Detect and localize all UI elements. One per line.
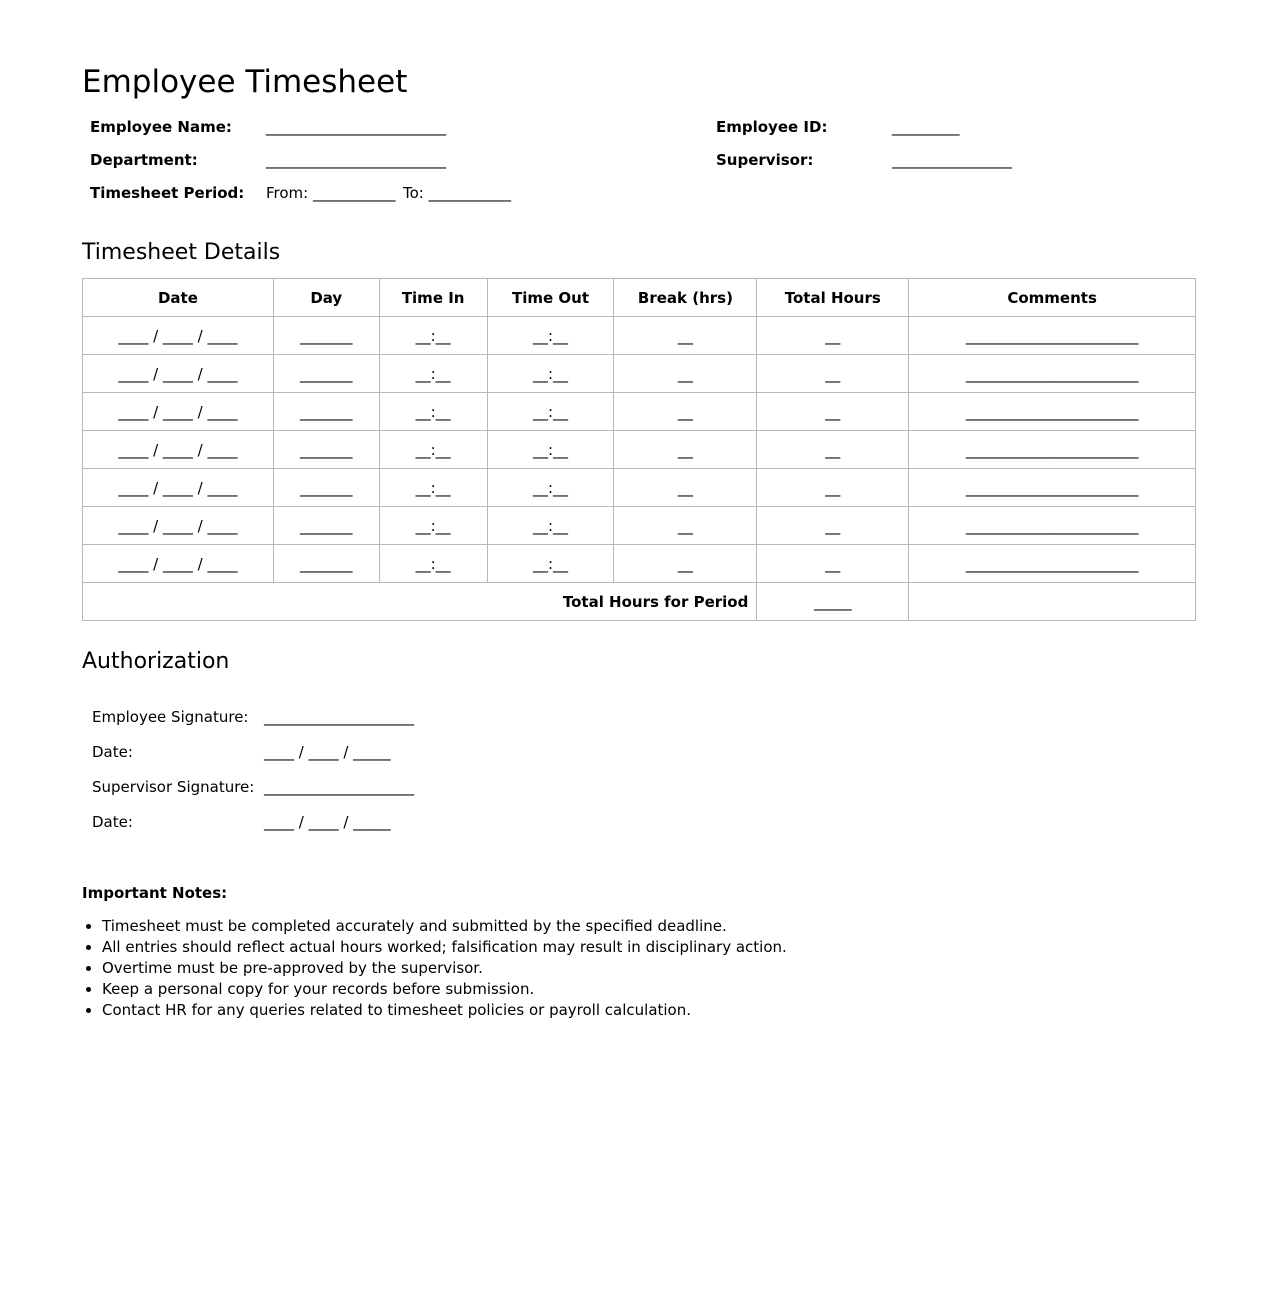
- info-row-department: [82, 151, 1196, 175]
- total-hours-cell[interactable]: __: [757, 507, 909, 545]
- important-notes-list: [82, 916, 787, 1021]
- page-title: Employee Timesheet: [82, 64, 408, 100]
- day-cell[interactable]: _______: [273, 469, 379, 507]
- date-cell[interactable]: ____ / ____ / ____: [83, 317, 274, 355]
- break-cell[interactable]: __: [614, 355, 757, 393]
- timesheet-details-heading: Timesheet Details: [82, 240, 281, 265]
- day-cell[interactable]: _______: [273, 355, 379, 393]
- date-cell[interactable]: ____ / ____ / ____: [83, 393, 274, 431]
- list-item: • Contact HR for any queries related to timesheet policies or payroll calculation.: [102, 1000, 787, 1021]
- list-item: • Keep a personal copy for your records before submission.: [102, 979, 787, 1000]
- break-cell[interactable]: __: [614, 393, 757, 431]
- employee-signature-row: [92, 708, 492, 732]
- total-row-empty-cell: [909, 583, 1196, 621]
- department-field[interactable]: ________________________: [266, 151, 446, 169]
- supervisor-date-label: Date:: [92, 813, 133, 831]
- column-header-date: Date: [83, 279, 274, 317]
- total-hours-cell[interactable]: __: [757, 317, 909, 355]
- total-hours-cell[interactable]: __: [757, 355, 909, 393]
- date-cell[interactable]: ____ / ____ / ____: [83, 431, 274, 469]
- time-out-cell[interactable]: __:__: [487, 355, 614, 393]
- table-row: [83, 355, 1196, 393]
- total-hours-cell[interactable]: __: [757, 393, 909, 431]
- day-cell[interactable]: _______: [273, 545, 379, 583]
- period-from-field[interactable]: From: ___________: [266, 184, 396, 202]
- employee-signature-label: Employee Signature:: [92, 708, 249, 726]
- list-item: • Timesheet must be completed accurately and submitted by the specified deadline.: [102, 916, 787, 937]
- date-cell[interactable]: ____ / ____ / ____: [83, 507, 274, 545]
- break-cell[interactable]: __: [614, 507, 757, 545]
- time-in-cell[interactable]: __:__: [379, 393, 487, 431]
- employee-date-label: Date:: [92, 743, 133, 761]
- supervisor-signature-field[interactable]: ____________________: [264, 778, 414, 796]
- table-header-row: [83, 279, 1196, 317]
- important-notes-title: Important Notes:: [82, 884, 228, 902]
- column-header-total-hours: Total Hours: [757, 279, 909, 317]
- time-out-cell[interactable]: __:__: [487, 317, 614, 355]
- total-hours-for-period-field[interactable]: _____: [757, 583, 909, 621]
- authorization-heading: Authorization: [82, 649, 230, 674]
- supervisor-date-row: [92, 813, 492, 837]
- table-row: [83, 431, 1196, 469]
- time-in-cell[interactable]: __:__: [379, 431, 487, 469]
- time-out-cell[interactable]: __:__: [487, 545, 614, 583]
- period-to-field[interactable]: To: ___________: [403, 184, 512, 202]
- comments-cell[interactable]: _______________________: [909, 545, 1196, 583]
- column-header-time-out: Time Out: [487, 279, 614, 317]
- supervisor-signature-row: [92, 778, 492, 802]
- date-cell[interactable]: ____ / ____ / ____: [83, 545, 274, 583]
- column-header-comments: Comments: [909, 279, 1196, 317]
- time-out-cell[interactable]: __:__: [487, 507, 614, 545]
- column-header-time-in: Time In: [379, 279, 487, 317]
- time-in-cell[interactable]: __:__: [379, 507, 487, 545]
- table-row: [83, 317, 1196, 355]
- department-label: Department:: [90, 151, 198, 169]
- total-hours-cell[interactable]: __: [757, 431, 909, 469]
- day-cell[interactable]: _______: [273, 317, 379, 355]
- column-header-day: Day: [273, 279, 379, 317]
- comments-cell[interactable]: _______________________: [909, 431, 1196, 469]
- comments-cell[interactable]: _______________________: [909, 507, 1196, 545]
- supervisor-signature-label: Supervisor Signature:: [92, 778, 255, 796]
- comments-cell[interactable]: _______________________: [909, 355, 1196, 393]
- table-row: [83, 393, 1196, 431]
- table-row: [83, 507, 1196, 545]
- day-cell[interactable]: _______: [273, 507, 379, 545]
- comments-cell[interactable]: _______________________: [909, 317, 1196, 355]
- break-cell[interactable]: __: [614, 317, 757, 355]
- supervisor-field[interactable]: ________________: [892, 151, 1012, 169]
- table-row: [83, 469, 1196, 507]
- total-hours-cell[interactable]: __: [757, 545, 909, 583]
- list-item: • Overtime must be pre-approved by the supervisor.: [102, 958, 787, 979]
- time-in-cell[interactable]: __:__: [379, 317, 487, 355]
- employee-signature-field[interactable]: ____________________: [264, 708, 414, 726]
- break-cell[interactable]: __: [614, 545, 757, 583]
- time-out-cell[interactable]: __:__: [487, 469, 614, 507]
- info-row-name: [82, 118, 1196, 142]
- info-row-period: [82, 184, 1196, 208]
- supervisor-date-field[interactable]: ____ / ____ / _____: [264, 813, 391, 831]
- supervisor-label: Supervisor:: [716, 151, 814, 169]
- time-out-cell[interactable]: __:__: [487, 393, 614, 431]
- table-row: [83, 545, 1196, 583]
- time-in-cell[interactable]: __:__: [379, 469, 487, 507]
- day-cell[interactable]: _______: [273, 431, 379, 469]
- time-in-cell[interactable]: __:__: [379, 545, 487, 583]
- total-row: [83, 583, 1196, 621]
- list-item: • All entries should reflect actual hours worked; falsification may result in disciplinary action.: [102, 937, 787, 958]
- employee-name-field[interactable]: ________________________: [266, 118, 446, 136]
- comments-cell[interactable]: _______________________: [909, 393, 1196, 431]
- employee-name-label: Employee Name:: [90, 118, 232, 136]
- employee-id-field[interactable]: _________: [892, 118, 960, 136]
- time-out-cell[interactable]: __:__: [487, 431, 614, 469]
- total-hours-for-period-label: Total Hours for Period: [83, 583, 757, 621]
- date-cell[interactable]: ____ / ____ / ____: [83, 355, 274, 393]
- timesheet-table: [82, 278, 1196, 621]
- break-cell[interactable]: __: [614, 469, 757, 507]
- column-header-break: Break (hrs): [614, 279, 757, 317]
- time-in-cell[interactable]: __:__: [379, 355, 487, 393]
- day-cell[interactable]: _______: [273, 393, 379, 431]
- employee-date-row: [92, 743, 492, 767]
- date-cell[interactable]: ____ / ____ / ____: [83, 469, 274, 507]
- comments-cell[interactable]: _______________________: [909, 469, 1196, 507]
- employee-id-label: Employee ID:: [716, 118, 828, 136]
- total-hours-cell[interactable]: __: [757, 469, 909, 507]
- employee-date-field[interactable]: ____ / ____ / _____: [264, 743, 391, 761]
- break-cell[interactable]: __: [614, 431, 757, 469]
- timesheet-period-label: Timesheet Period:: [90, 184, 245, 202]
